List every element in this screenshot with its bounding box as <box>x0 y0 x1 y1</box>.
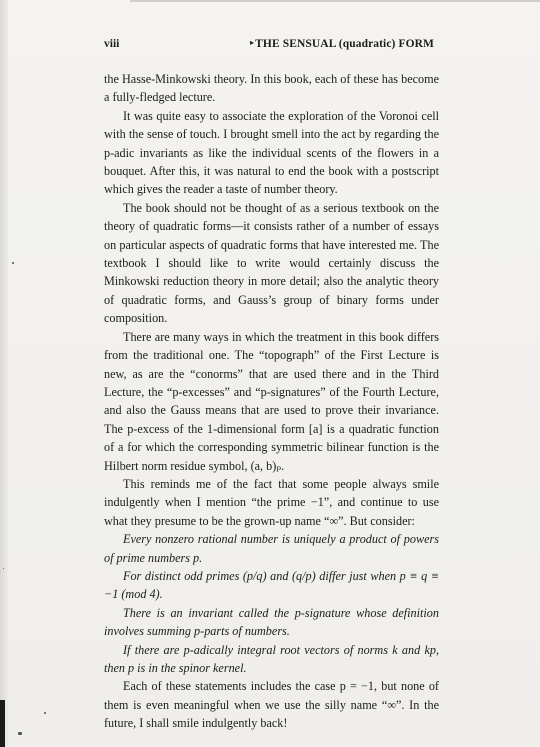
scan-speck <box>44 712 46 714</box>
scan-speck <box>3 568 4 569</box>
paragraph: It was quite easy to associate the exploration of the Voronoi cell with the sense of touch. I brought smell into the act by regarding the p-adic invariants as like the individual scents of the flowers in a bouquet. After this, it was natural to end the book with a postscript which gives the reader a taste of number theory. <box>104 108 439 197</box>
paragraph: There are many ways in which the treatment in this book differs from the traditional one. The “topograph” of the First Lecture is new, as are the “conorms” that are used there and in the Third Lecture, the “p-excesses” and “p-signatures” of the Fourth Lecture, and also the Gauss means that are used to prove their invariance. The p-excess of the 1-dimensional form [a] is a quadratic function of a for which the corresponding symmetric bilinear function is the Hilbert norm residue symbol, (a, b)ₚ. <box>104 329 439 473</box>
scan-speck <box>12 262 14 264</box>
page-edge <box>130 0 540 2</box>
paragraph: This reminds me of the fact that some people always smile indulgently when I mention “the prime −1”, and continue to use what they presume to be the grown-up name “∞”. But consider: <box>104 476 439 528</box>
running-head: THE SENSUAL (quadratic) FORM <box>255 38 434 50</box>
scan-speck <box>18 732 22 735</box>
theorem-statement: For distinct odd primes (p/q) and (q/p) differ just when p ≡ q ≡ −1 (mod 4). <box>104 568 439 602</box>
page-header <box>104 38 434 56</box>
paragraph: The book should not be thought of as a serious textbook on the theory of quadratic forms—it consists rather of a number of essays on particular aspects of quadratic forms that have interested me. The textbook I should like to write would certainly discuss the Minkowski reduction theory in more detail; also the analytic theory of quadratic forms, and Gauss’s group of binary forms under composition. <box>104 200 439 326</box>
body-text <box>104 70 439 733</box>
theorem-statement: Every nonzero rational number is uniquely a product of powers of prime numbers p. <box>104 532 439 565</box>
paragraph: Each of these statements includes the case p = −1, but none of them is even meaningful when we use the silly name “∞”. In the future, I shall smile indulgently back! <box>104 679 439 731</box>
page-number: viii <box>104 38 120 50</box>
page-gutter <box>0 0 8 747</box>
scan-edge-mark <box>0 700 5 747</box>
theorem-statement: There is an invariant called the p-signature whose definition involves summing p-parts of numbers. <box>104 605 439 639</box>
bullet-icon: ▸ <box>250 38 255 47</box>
paragraph: the Hasse-Minkowski theory. In this book, each of these has become a fully-fledged lecture. <box>104 72 439 105</box>
theorem-statement: If there are p-adically integral root vectors of norms k and kp, then p is in the spinor kernel. <box>104 642 439 675</box>
